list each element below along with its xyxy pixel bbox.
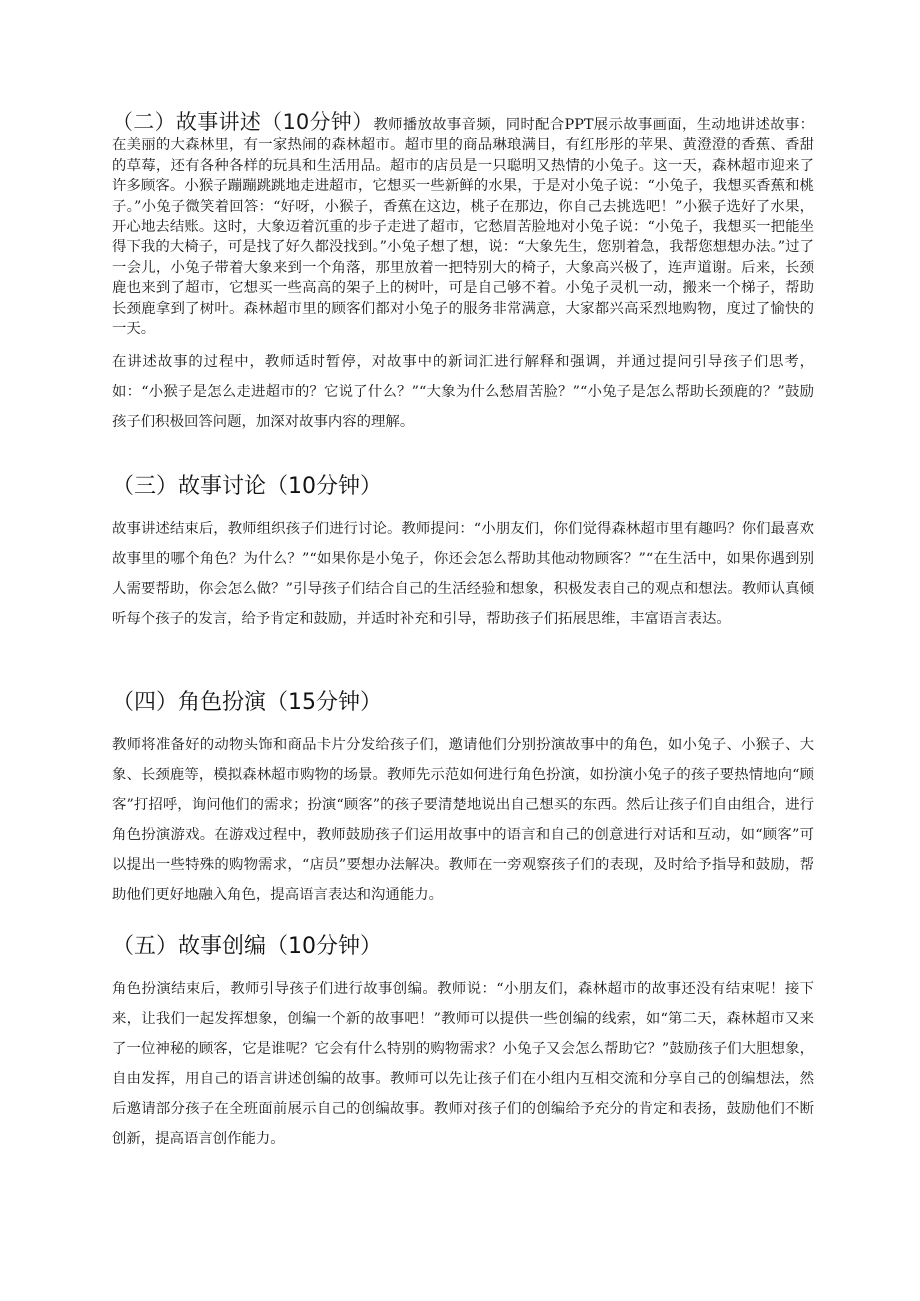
section-heading-story-creation: （五）故事创编（10分钟） bbox=[112, 934, 382, 959]
section-story-creation bbox=[112, 932, 814, 1154]
role-play-paragraph: 教师将准备好的动物头饰和商品卡片分发给孩子们，邀请他们分别扮演故事中的角色，如小兔子、小猴子、大象、长颈鹿等，模拟森林超市购物的场景。教师先示范如何进行角色扮演，如扮演小兔子的孩子要热情地向“顾客”打招呼，询问他们的需求；扮演“顾客”的孩子要清楚地说出自己想买的东西。然后让孩子们自由组合，进行角色扮演游戏。在游戏过程中，教师鼓励孩子们运用故事中的语言和自己的创意进行对话和互动，如“顾客”可以提出一些特殊的购物需求，“店员”要想办法解决。教师在一旁观察孩子们的表现，及时给予指导和鼓励，帮助他们更好地融入角色，提高语言表达和沟通能力。 bbox=[112, 737, 814, 903]
section-heading-story-discussion: （三）故事讨论（10分钟） bbox=[112, 474, 382, 499]
section-heading-story-telling: （二）故事讲述（10分钟） bbox=[112, 110, 374, 134]
story-discussion-paragraph: 故事讲述结束后，教师组织孩子们进行讨论。教师提问：“小朋友们，你们觉得森林超市里有趣吗？你们最喜欢故事里的哪个角色？为什么？”“如果你是小兔子，你还会怎么帮助其他动物顾客？”“在生活中，如果你遇到别人需要帮助，你会怎么做？”引导孩子们结合自己的生活经验和想象，积极发表自己的观点和想法。教师认真倾听每个孩子的发言，给予肯定和鼓励，并适时补充和引导，帮助孩子们拓展思维，丰富语言表达。 bbox=[112, 521, 814, 627]
story-telling-paragraph-2: 在讲述故事的过程中，教师适时暂停，对故事中的新词汇进行解释和强调，并通过提问引导孩子们思考，如：“小猴子是怎么走进超市的？它说了什么？”“大象为什么愁眉苦脸？”“小兔子是怎么帮助长颈鹿的？”鼓励孩子们积极回答问题，加深对故事内容的理解。 bbox=[112, 354, 814, 431]
section-role-play bbox=[112, 688, 814, 910]
story-telling-text: 教师播放故事音频，同时配合PPT展示故事画面，生动地讲述故事：在美丽的大森林里，有一家热闹的森林超市。超市里的商品琳琅满目，有红彤彤的苹果、黄澄澄的香蕉、香甜的草莓，还有各种各样的玩具和生活用品。超市的店员是一只聪明又热情的小兔子。这一天，森林超市迎来了许多顾客。小猴子蹦蹦跳跳地走进超市，它想买一些新鲜的水果，于是对小兔子说：“小兔子，我想买香蕉和桃子。”小兔子微笑着回答：“好呀，小猴子，香蕉在这边，桃子在那边，你自己去挑选吧！”小猴子选好了水果，开心地去结账。这时，大象迈着沉重的步子走进了超市，它愁眉苦脸地对小兔子说：“小兔子，我想买一把能坐得下我的大椅子，可是找了好久都没找到。”小兔子想了想，说：“大象先生，您别着急，我帮您想想办法。”过了一会儿，小兔子带着大象来到一个角落，那里放着一把特别大的椅子，大象高兴极了，连声道谢。后来，长颈鹿也来到了超市，它想买一些高高的架子上的树叶，可是自己够不着。小兔子灵机一动，搬来一个梯子，帮助长颈鹿拿到了树叶。森林超市里的顾客们都对小兔子的服务非常满意，大家都兴高采烈地购物，度过了愉快的一天。 bbox=[112, 117, 814, 338]
section-story-discussion bbox=[112, 472, 814, 634]
section-heading-role-play: （四）角色扮演（15分钟） bbox=[112, 690, 382, 715]
story-creation-paragraph: 角色扮演结束后，教师引导孩子们进行故事创编。教师说：“小朋友们，森林超市的故事还没有结束呢！接下来，让我们一起发挥想象，创编一个新的故事吧！”教师可以提供一些创编的线索，如“第二天，森林超市又来了一位神秘的顾客，它是谁呢？它会有什么特别的购物需求？小兔子又会怎么帮助它？”鼓励孩子们大胆想象，自由发挥，用自己的语言讲述创编的故事。教师可以先让孩子们在小组内互相交流和分享自己的创编想法，然后邀请部分孩子在全班面前展示自己的创编故事。教师对孩子们的创编给予充分的肯定和表扬，鼓励他们不断创新，提高语言创作能力。 bbox=[112, 981, 814, 1147]
section-story-telling bbox=[112, 112, 814, 437]
story-telling-paragraph bbox=[112, 112, 814, 339]
